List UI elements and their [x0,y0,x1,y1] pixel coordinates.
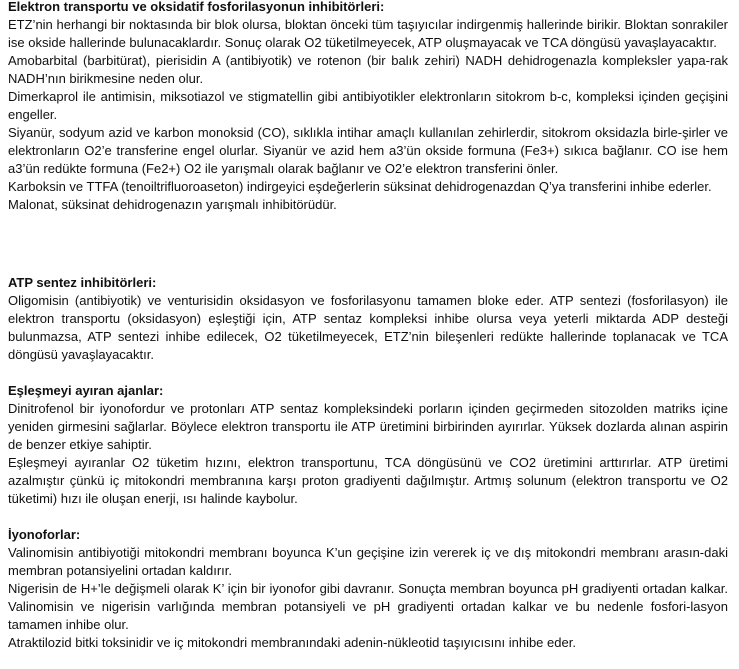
paragraph: Dimerkaprol ile antimisin, miksotiazol ve stigmatellin gibi antibiyotikler elektronların sitokrom b-c, kompleksi içinden geçişini engeller. [8,89,728,122]
section-electron-transport-inhibitors [8,0,728,214]
paragraph: Siyanür, sodyum azid ve karbon monoksid (CO), sıklıkla intihar amaçlı kullanılan zehirlerdir, sitokrom oksidazla birle-şirler ve elektronların O2’e transferine engel olurlar. Siyanür ve azid hem a3’ün okside formuna (Fe3+) sıkıca bağlanır. CO ise hem a3’ün redükte formuna (Fe2+) O2 ile yarışmalı olarak bağlanır ve O2’e elektron transferini önler. [8,125,728,176]
section-uncoupling-agents [8,382,728,508]
section-heading: ATP sentez inhibitörleri: [8,275,157,290]
section-ionophores [8,526,728,652]
section-heading: İyonoforlar: [8,527,81,542]
section-atp-synthesis-inhibitors [8,274,728,364]
paragraph: Dinitrofenol bir iyonofordur ve protonları ATP sentaz kompleksindeki porların içinden geçirmeden sitozolden matriks içine yeniden girmesini sağlarlar. Böylece elektron transportu ile ATP üretimini birbirinden ayırırlar. Yüksek dozlarda alınan aspirin de benzer etkiye sahiptir. [8,401,728,452]
paragraph: Valinomisin antibiyotiği mitokondri membranı boyunca K’un geçişine izin vererek iç ve dış mitokondri membranı arasın-daki membran potansiyelini ortadan kaldırır. [8,545,728,578]
section-heading: Elektron transportu ve oksidatif fosforilasyonun inhibitörleri: [8,0,385,14]
paragraph: Malonat, süksinat dehidrogenazın yarışmalı inhibitörüdür. [8,197,337,212]
paragraph: Eşleşmeyi ayıranlar O2 tüketim hızını, elektron transportunu, TCA döngüsünü ve CO2 üretimini arttırırlar. ATP üretimi azalmıştır çünkü iç mitokondri membranına karşı proton gradiyenti dağılmıştır. Artmış solunum (elektron transportu ve O2 tüketimi) hızı ile oluşan enerji, ısı halinde kaybolur. [8,455,728,506]
paragraph: Oligomisin (antibiyotik) ve venturisidin oksidasyon ve fosforilasyonu tamamen bloke eder. ATP sentezi (fosforilasyon) ile elektron transportu (oksidasyon) eşleştiği için, ATP sentaz kompleksi inhibe olursa veya yeterli miktarda ADP desteği bulunmazsa, ATP sentezi inhibe edilecek, O2 tüketilmeyecek, ETZ’nin bileşenleri redükte hallerinde toplanacak ve TCA döngüsü yavaşlayacaktır. [8,293,728,362]
paragraph: Karboksin ve TTFA (tenoiltrifluoroaseton) indirgeyici eşdeğerlerin süksinat dehidrogenazdan Q’ya transferini inhibe ederler. [8,179,712,194]
section-heading: Eşleşmeyi ayıran ajanlar: [8,383,164,398]
paragraph: Atraktilozid bitki toksinidir ve iç mitokondri membranındaki adenin-nükleotid taşıyıcısını inhibe eder. [8,635,576,650]
paragraph: ETZ’nin herhangi bir noktasında bir blok olursa, bloktan önceki tüm taşıyıcılar indirgenmiş hallerinde birikir. Bloktan sonrakiler ise okside hallerinde bulunacaklardır. Sonuç olarak O2 tüketilmeyecek, ATP oluşmayacak ve TCA döngüsü yavaşlayacaktır. [8,17,728,50]
paragraph: Amobarbital (barbitürat), pierisidin A (antibiyotik) ve rotenon (bir balık zehiri) NADH dehidrogenazla kompleksler yapa-rak NADH’nın birikmesine neden olur. [8,53,728,86]
paragraph: Nigerisin de H+’le değişmeli olarak K’ için bir iyonofor gibi davranır. Sonuçta membran boyunca pH gradiyenti ortadan kalkar. Valinomisin ve nigerisin varlığında membran potansiyeli ve pH gradiyenti ortadan kalkar ve bu nedenle fosfori-lasyon tamamen inhibe olur. [8,581,728,632]
